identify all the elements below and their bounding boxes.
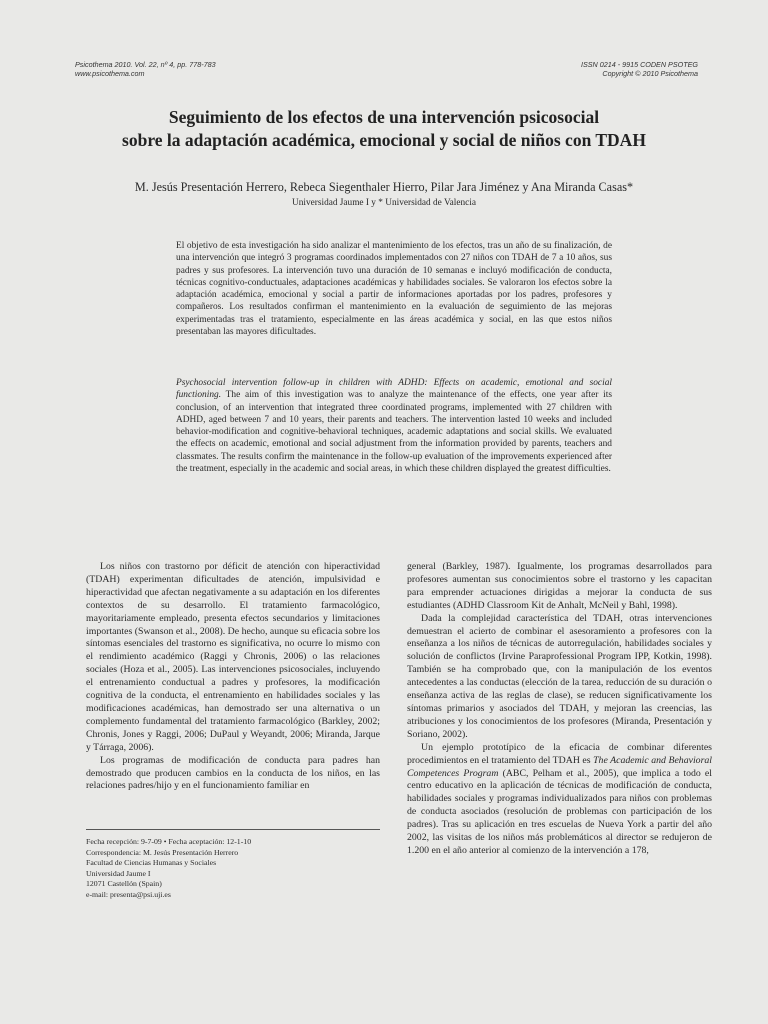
journal-website: www.psicothema.com — [75, 69, 145, 78]
body-paragraph: Los programas de modificación de conducta para padres han demostrado que producen cambios en la conducta de los niños, en las relaciones padres/hijo y en el funcionamiento familiar en — [86, 754, 380, 792]
program-name: The Academic and Behavioral Competences Program — [407, 754, 713, 779]
author-list: M. Jesús Presentación Herrero, Rebeca Siegenthaler Hierro, Pilar Jara Jiménez y Ana Miranda Casas* — [134, 180, 634, 194]
footnote-divider — [86, 829, 380, 830]
affiliation: Universidad Jaume I y * Universidad de Valencia — [292, 198, 476, 208]
body-text: Un ejemplo prototípico de la eficacia de combinar diferentes procedimientos en el tratamiento del TDAH es — [407, 741, 712, 766]
body-column-right — [407, 561, 712, 858]
copyright-line: Copyright © 2010 Psicothema — [602, 69, 698, 78]
abstract-english — [176, 377, 612, 475]
title-line-2: sobre la adaptación académica, emocional y social de niños con TDAH — [122, 130, 646, 150]
body-text: (ABC, Pelham et al., 2005), que implica a todo el centro educativo en la aplicación de técnicas de modificación de conducta, habilidades sociales y programas individualizados para niños con problemas de conducta asociados (resolución de problemas con participación de los padres). Tras su aplicación en tres escuelas de Nueva York a partir del año 2002, las visitas de los niños más problemáticos al director se redujeron de 1.200 en el año anterior al comienzo de la intervención a 178, — [407, 767, 712, 856]
journal-citation: Psicothema 2010. Vol. 22, nº 4, pp. 778-783 — [75, 60, 216, 69]
body-column-left — [86, 561, 380, 793]
body-paragraph: Los niños con trastorno por déficit de atención con hiperactividad (TDAH) experimentan dificultades de atención, impulsividad e hiperactividad que afectan negativamente a su adaptación en los diferentes contextos de su desarrollo. El tratamiento farmacológico, mayoritariamente empleado, presenta efectos secundarios y limitaciones importantes (Swanson et al., 2008). De hecho, aunque su eficacia sobre los síntomas esenciales del trastorno es significativa, no ocurre lo mismo con el rendimiento académico (Raggi y Chronis, 2006) o las relaciones sociales (Hoza et al., 2005). Las intervenciones psicosociales, incluyendo el entrenamiento conductual a padres y profesores, la modificación cognitiva de la conducta, el entrenamiento en habilidades sociales y las modificaciones académicas, han demostrado ser una alternativa o un complemento fundamental del tratamiento farmacológico (Barkley, 2002; Chronis, Jones y Raggi, 2006; DuPaul y Weyandt, 2006; Miranda, Jarque y Tárraga, 2006). — [86, 561, 380, 753]
abstract-english-title: Psychosocial intervention follow-up in children with ADHD: Effects on academic, emotional and social functioning. — [176, 378, 612, 401]
footnote-correspondence: Correspondencia: M. Jesús Presentación Herrero — [86, 847, 239, 857]
footnote-city: 12071 Castellón (Spain) — [86, 879, 162, 889]
correspondence-footnote — [86, 837, 380, 901]
body-paragraph — [407, 742, 712, 858]
body-paragraph: Dada la complejidad característica del TDAH, otras intervenciones demuestran el acierto de combinar el asesoramiento a profesores con la enseñanza a los niños de técnicas de autorregulación, habilidades sociales y solución de conflictos (Irvine Paraprofessional Program IPP, Kotkin, 1998). También se ha comprobado que, con la manipulación de los eventos antecedentes a las conductas (elección de la tarea, reducción de su duración o enseñanza activa de las reglas de clase), se reducen significativamente los síntomas primarios y asociados del TDAH, y mejoran las creencias, las atribuciones y los conocimientos de los profesores (Miranda, Presentación y Soriano, 2002). — [407, 612, 712, 740]
body-paragraph: general (Barkley, 1987). Igualmente, los programas desarrollados para profesores aumentan sus conocimientos sobre el trastorno y les capacitan para emprender actuaciones dirigidas a mejorar la conducta de sus estudiantes (ADHD Classroom Kit de Anhalt, McNeil y Bahl, 1998). — [407, 561, 712, 611]
running-header-left — [75, 60, 216, 78]
footnote-email: e-mail: presenta@psi.uji.es — [86, 889, 171, 899]
running-header-right — [581, 60, 698, 78]
abstract-spanish: El objetivo de esta investigación ha sido analizar el mantenimiento de los efectos, tras un año de su finalización, de una intervención que integró 3 programas coordinados implementados con 27 niños con TDAH de 7 a 10 años, sus padres y sus profesores. La intervención tuvo una duración de 10 semanas e incluyó modificación de conducta, técnicas cognitivo-conductuales, adaptaciones académicas y habilidades sociales. Se valoraron los efectos sobre la adaptación académica, emocional y social a partir de informaciones aportadas por los padres, profesores y compañeros. Los resultados confirman el mantenimiento en la evaluación de seguimiento de las mejoras experimentadas tras el tratamiento, especialmente en las áreas académica y social, en las que estos niños presentaban las mayores dificultades. — [176, 241, 612, 338]
article-title — [60, 106, 708, 152]
footnote-university: Universidad Jaume I — [86, 868, 151, 878]
footnote-dates: Fecha recepción: 9-7-09 • Fecha aceptación: 12-1-10 — [86, 837, 252, 846]
footnote-faculty: Facultad de Ciencias Humanas y Sociales — [86, 858, 217, 868]
issn-line: ISSN 0214 - 9915 CODEN PSOTEG — [580, 60, 698, 69]
abstract-english-body: The aim of this investigation was to analyze the maintenance of the effects, one year after its conclusion, of an intervention that integrated three coordinated programs, implemented with 27 children with ADHD, aged between 7 and 10 years, their parents and teachers. The intervention lasted 10 weeks and included behavior-modification and cognitive-behavioral techniques, academic adaptations and social skills. We evaluated the effects on academic, emotional and social adjustment from the information provided by parents, teachers and classmates. The results confirm the maintenance in the follow-up evaluation of the improvements experienced after the treatment, especially in the academic and social areas, in which these children displayed the greatest difficulties. — [176, 390, 612, 475]
title-line-1: Seguimiento de los efectos de una intervención psicosocial — [168, 107, 600, 127]
